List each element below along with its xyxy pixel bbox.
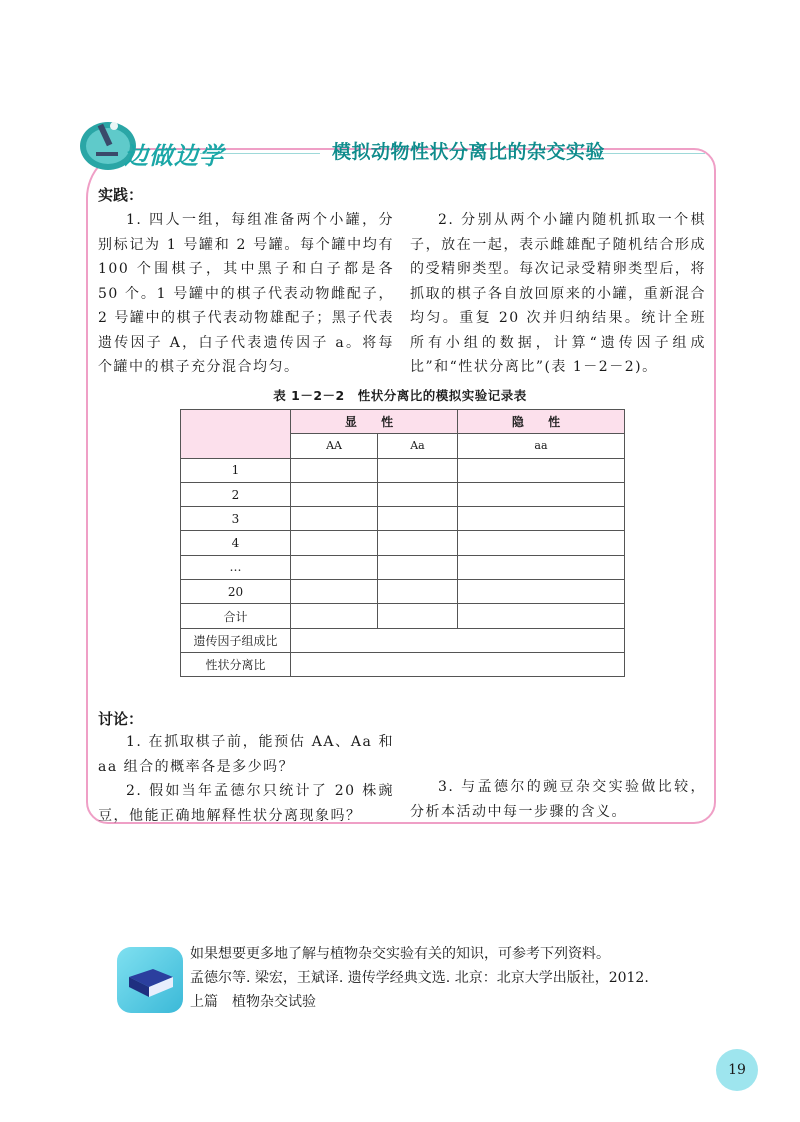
resources-line-1: 如果想要更多地了解与植物杂交实验有关的知识，可参考下列资料。 xyxy=(190,946,610,962)
header-recessive: 隐 性 xyxy=(457,410,624,434)
table-row: 2 xyxy=(181,482,625,506)
table-row: 1 xyxy=(181,458,625,482)
table-row: … xyxy=(181,555,625,579)
header-dominant: 显 性 xyxy=(291,410,458,434)
book-icon xyxy=(117,947,183,1013)
header-aa: aa xyxy=(457,434,624,458)
practice-paragraph-1: 1. 四人一组，每组准备两个小罐，分别标记为 1 号罐和 2 号罐。每个罐中均有 100 个围棋子，其中黑子和白子都是各 50 个。1 号罐中的棋子代表动物雌配子，2 号罐中的棋子代表动物雄配子；黑子代表遗传因子 A，白子代表遗传因子 a。将每个罐中的棋子充分混合均匀。 xyxy=(98,212,394,375)
record-table xyxy=(180,409,625,677)
resources-line-2: 孟德尔等. 梁宏，王斌译. 遗传学经典文选. 北京：北京大学出版社，2012. xyxy=(190,970,649,986)
table-row: 合计 xyxy=(181,604,625,628)
table-caption: 表 1－2－2 性状分离比的模拟实验记录表 xyxy=(273,388,527,403)
discussion-q3: 3. 与孟德尔的豌豆杂交实验做比较，分析本活动中每一步骤的含义。 xyxy=(410,779,706,820)
header-Aa: Aa xyxy=(378,434,458,458)
discussion-q1: 1. 在抓取棋子前，能预估 AA、Aa 和 aa 组合的概率各是多少吗？ xyxy=(98,734,394,775)
header-AA: AA xyxy=(291,434,378,458)
discussion-q2: 2. 假如当年孟德尔只统计了 20 株豌豆，他能正确地解释性状分离现象吗？ xyxy=(98,783,394,824)
resources-line-3: 上篇 植物杂交试验 xyxy=(190,994,316,1010)
table-row: 4 xyxy=(181,531,625,555)
activity-title: 模拟动物性状分离比的杂交实验 xyxy=(332,141,606,163)
section-title: 边做边学 xyxy=(124,142,224,170)
discussion-heading: 讨论： xyxy=(98,710,144,728)
page-number: 19 xyxy=(716,1049,758,1091)
resources-text xyxy=(190,942,649,1014)
practice-paragraph-2: 2. 分别从两个小罐内随机抓取一个棋子，放在一起，表示雌雄配子随机结合形成的受精卵类型。每次记录受精卵类型后，将抓取的棋子各自放回原来的小罐，重新混合均匀。重复 20 次并归纳结果。统计全班所有小组的数据，计算“遗传因子组成比”和“性状分离比”(表 1－2－2)。 xyxy=(410,212,706,375)
table-row: 3 xyxy=(181,507,625,531)
practice-heading: 实践： xyxy=(98,186,144,204)
table-row: 20 xyxy=(181,580,625,604)
table-corner xyxy=(181,410,291,459)
table-row-genotype-ratio: 遗传因子组成比 xyxy=(181,628,625,652)
table-row-trait-ratio: 性状分离比 xyxy=(181,652,625,676)
